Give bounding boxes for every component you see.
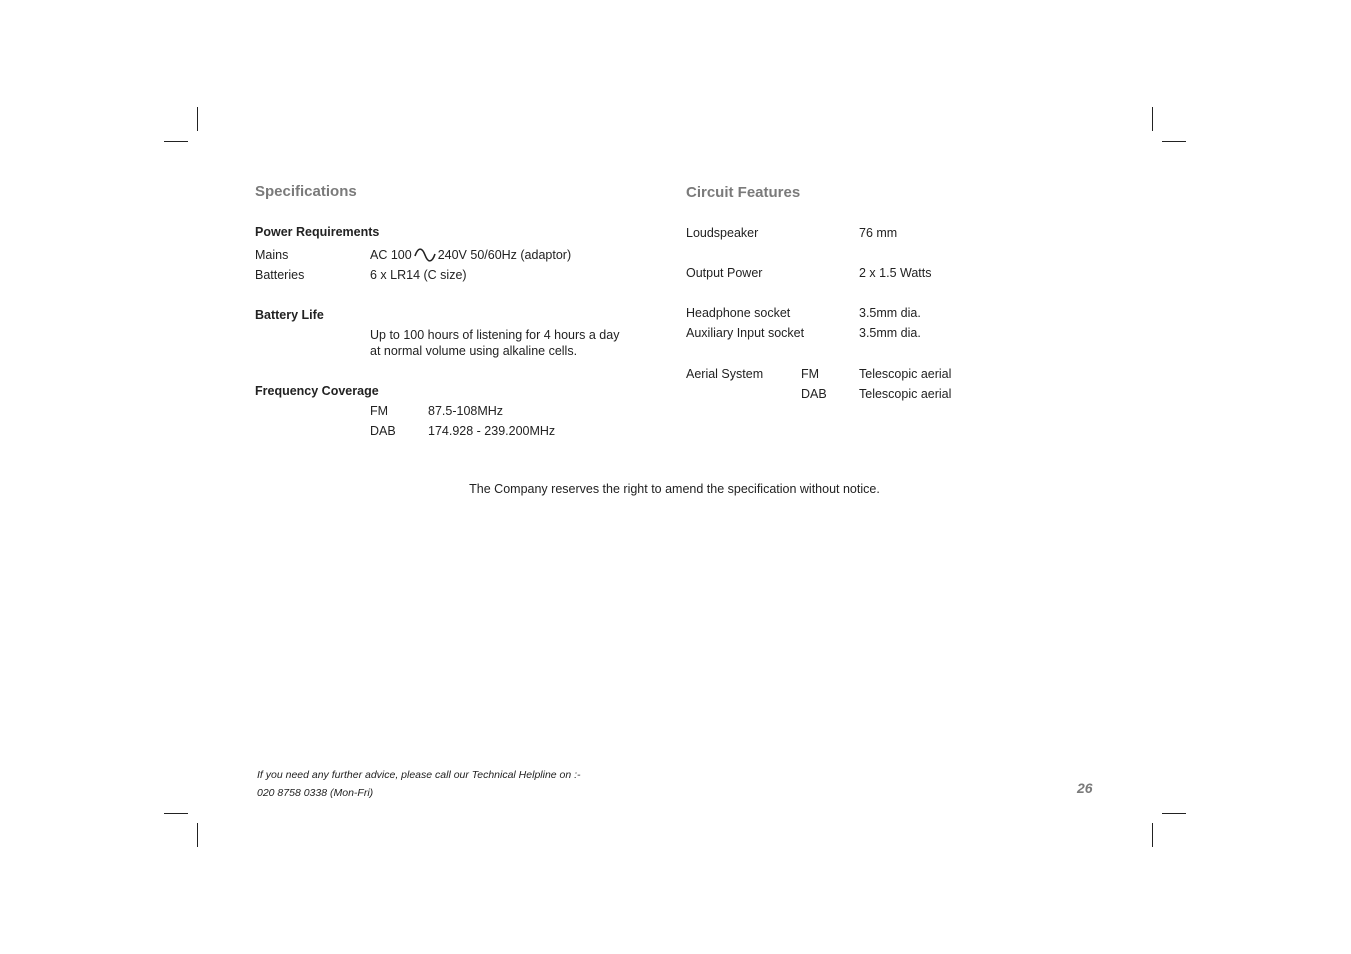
helpline-text: If you need any further advice, please call our Technical Helpline on :- bbox=[257, 769, 581, 781]
aerial-system-label: Aerial System bbox=[686, 367, 764, 381]
frequency-band-dab: DAB bbox=[370, 424, 396, 438]
mains-value-prefix: AC 100 bbox=[370, 248, 412, 262]
battery-life-heading: Battery Life bbox=[255, 308, 324, 322]
loudspeaker-value: 76 mm bbox=[859, 226, 898, 240]
crop-mark-top-right-h bbox=[1162, 141, 1186, 142]
helpline-number: 020 8758 0338 (Mon-Fri) bbox=[257, 787, 374, 799]
power-requirements-heading: Power Requirements bbox=[255, 225, 380, 239]
aerial-band-dab: DAB bbox=[801, 387, 827, 401]
headphone-socket-value: 3.5mm dia. bbox=[859, 306, 921, 320]
mains-value-suffix: 240V 50/60Hz (adaptor) bbox=[437, 248, 572, 262]
headphone-socket-label: Headphone socket bbox=[686, 306, 791, 320]
ac-sine-icon bbox=[414, 248, 436, 265]
aux-input-label: Auxiliary Input socket bbox=[686, 326, 805, 340]
crop-mark-top-left-v bbox=[197, 107, 198, 131]
frequency-range-fm: 87.5-108MHz bbox=[428, 404, 504, 418]
crop-mark-bottom-right-v bbox=[1152, 823, 1153, 847]
output-power-value: 2 x 1.5 Watts bbox=[859, 266, 932, 280]
crop-mark-bottom-right-h bbox=[1162, 813, 1186, 814]
batteries-label: Batteries bbox=[255, 268, 305, 282]
output-power-label: Output Power bbox=[686, 266, 763, 280]
page-number: 26 bbox=[1077, 780, 1093, 796]
frequency-range-dab: 174.928 - 239.200MHz bbox=[428, 424, 556, 438]
mains-value bbox=[370, 248, 571, 265]
specifications-title: Specifications bbox=[255, 183, 357, 200]
frequency-band-fm: FM bbox=[370, 404, 389, 418]
loudspeaker-label: Loudspeaker bbox=[686, 226, 759, 240]
crop-mark-top-right-v bbox=[1152, 107, 1153, 131]
crop-mark-top-left-h bbox=[164, 141, 188, 142]
frequency-coverage-heading: Frequency Coverage bbox=[255, 384, 379, 398]
battery-life-line-1: Up to 100 hours of listening for 4 hours a day bbox=[370, 328, 620, 342]
circuit-features-title: Circuit Features bbox=[686, 184, 801, 201]
battery-life-line-2: at normal volume using alkaline cells. bbox=[370, 344, 578, 358]
aerial-value-dab: Telescopic aerial bbox=[859, 387, 952, 401]
aerial-band-fm: FM bbox=[801, 367, 820, 381]
crop-mark-bottom-left-v bbox=[197, 823, 198, 847]
aux-input-value: 3.5mm dia. bbox=[859, 326, 921, 340]
specification-notice: The Company reserves the right to amend the specification without notice. bbox=[469, 482, 880, 496]
aerial-value-fm: Telescopic aerial bbox=[859, 367, 952, 381]
mains-label: Mains bbox=[255, 248, 289, 262]
crop-mark-bottom-left-h bbox=[164, 813, 188, 814]
batteries-value: 6 x LR14 (C size) bbox=[370, 268, 467, 282]
